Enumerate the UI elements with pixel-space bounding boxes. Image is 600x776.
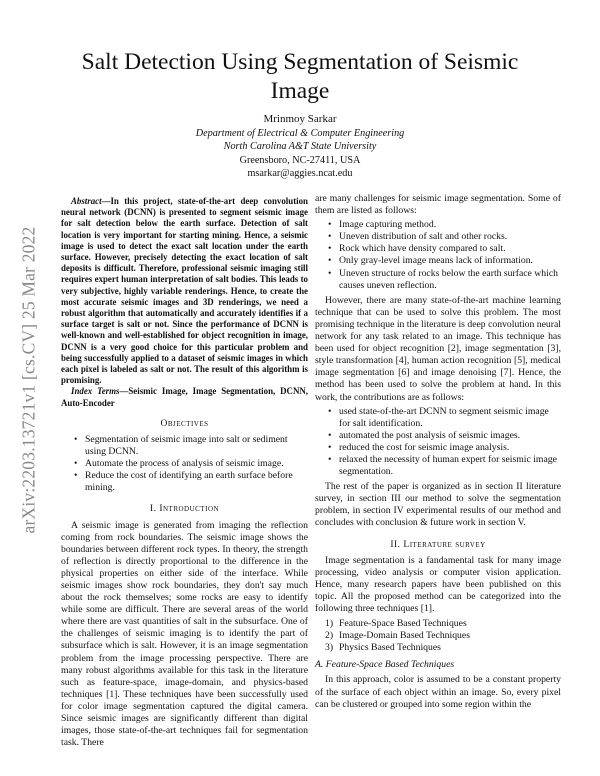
index-terms-text: —Seismic Image, Image Segmentation, DCNN, Auto-Encoder bbox=[61, 386, 308, 408]
introduction-heading: I. Introduction bbox=[149, 504, 220, 515]
list-item: • Uneven structure of rocks below the earth surface which causes uneven reflection. bbox=[339, 268, 561, 292]
abstract bbox=[61, 196, 308, 386]
list-number: 1) bbox=[325, 618, 334, 630]
abstract-label: Abstract bbox=[71, 196, 102, 206]
introduction-paragraph-4: The rest of the paper is organized as in section II literature survey, in section III our method to solve the segmentation problem, in section IV experimental results of our method and concludes with conclusion & future work in section V. bbox=[315, 481, 561, 529]
arxiv-identifier bbox=[12, 200, 46, 560]
author-block bbox=[100, 113, 500, 180]
author-email: msarkar@aggies.ncat.edu bbox=[247, 167, 353, 179]
left-column bbox=[61, 196, 308, 749]
techniques-list bbox=[315, 618, 561, 654]
literature-paragraph-1: Image segmentation is a fandamental task for many image processing, video analysis or computer vision application. Hence, many research papers have been published on this topic. All the proposed method can be categorized into the following three techniques [1]. bbox=[315, 554, 561, 614]
list-item: • used state-of-the-art DCNN to segment seismic image for salt identification. bbox=[339, 406, 561, 430]
right-column bbox=[315, 193, 561, 711]
list-item bbox=[325, 618, 561, 630]
list-item: • Automate the process of analysis of seismic image. bbox=[85, 458, 308, 470]
introduction-paragraph-2: are many challenges for seismic image segmentation. Some of them are listed as follows: bbox=[315, 193, 561, 217]
arxiv-identifier-text: arXiv:2203.13721v1 [cs.CV] 25 Mar 2022 bbox=[18, 226, 39, 534]
list-item bbox=[325, 642, 561, 654]
list-number: 2) bbox=[325, 630, 334, 642]
list-item: • Image capturing method. bbox=[339, 219, 561, 231]
list-item: • Reduce the cost of identifying an earth surface before mining. bbox=[85, 470, 308, 494]
introduction-paragraph-3: However, there are many state-of-the-art machine learning technique that can be used to solve this problem. The most promising technique in the literature is deep convolution neural network for any task related to an image. This technique has been used for object recognition [2], image segmentation [3], style transformation [4], human action recognition [5], medical image segmentation [6] and image denoising [7]. Hence, the method has been used to solve the problem at hand. In this work, the contributions are as follows: bbox=[315, 294, 561, 403]
list-item bbox=[325, 630, 561, 642]
objectives-list bbox=[61, 434, 308, 494]
list-item: • automated the post analysis of seismic images. bbox=[339, 430, 561, 442]
introduction-paragraph-1: A seismic image is generated from imaging the reflection coming from rock boundaries. The seismic image shows the boundaries between different rock types. In theory, the strength of reflection is directly proportional to the difference in the physical properties on either side of the interface. While seismic images show rock boundaries, they don't say much about the rock themselves; some rocks are easy to identify while some are difficult. There are several areas of the world where there are vast quantities of salt in the subsurface. One of the challenges of seismic imaging is to identify the part of subsurface which is salt. However, it is an image segmentation problem from the image processing perspective. There are many robust algorithms available for this task in the literature such as feature-space, image-domain, and physics-based techniques [1]. These techniques have been successfully used for color image segmentation captured the digital camera. Since seismic images are significantly different than digital images, those state-of-the-art techniques fail for segmentation task. There bbox=[61, 519, 308, 749]
list-text: Image-Domain Based Techniques bbox=[339, 630, 470, 642]
author-university: North Carolina A&T State University bbox=[223, 141, 377, 153]
list-item: • Segmentation of seismic image into salt or sediment using DCNN. bbox=[85, 434, 308, 458]
challenges-list bbox=[315, 219, 561, 292]
author-department: Department of Electrical & Computer Engineering bbox=[195, 128, 405, 140]
list-item: • Uneven distribution of salt and other rocks. bbox=[339, 231, 561, 243]
list-text: Physics Based Techniques bbox=[339, 642, 441, 654]
objectives-heading: Objectives bbox=[160, 418, 209, 429]
list-item: • Only gray-level image means lack of information. bbox=[339, 255, 561, 267]
author-location: Greensboro, NC-27411, USA bbox=[239, 154, 361, 166]
index-terms-label: Index Terms bbox=[71, 386, 120, 397]
literature-survey-heading: II. Literature survey bbox=[390, 539, 486, 550]
paper-title: Salt Detection Using Segmentation of Seismic Image bbox=[81, 49, 519, 104]
list-number: 3) bbox=[325, 642, 334, 654]
contributions-list bbox=[315, 406, 561, 479]
index-terms bbox=[61, 386, 308, 408]
list-item: • reduced the cost for seismic image analysis. bbox=[339, 442, 561, 454]
list-text: Feature-Space Based Techniques bbox=[339, 618, 467, 630]
literature-paragraph-2: In this approach, color is assumed to be a constant property of the surface of each object within an image. So, every pixel can be clustered or grouped into some region within the bbox=[315, 674, 561, 710]
list-item: • relaxed the necessity of human expert for seismic image segmentation. bbox=[339, 454, 561, 478]
list-item: • Rock which have density compared to salt. bbox=[339, 243, 561, 255]
author-name: Mrinmoy Sarkar bbox=[263, 113, 337, 125]
abstract-text: —In this project, state-of-the-art deep convolution neural network (DCNN) is presented to segment seismic image for salt detection below the earth surface. Detection of salt location is very important for starting mining. Hence, a seismic image is used to detect the exact salt location under the earth surface. However, precisely detecting the exact location of salt deposits is difficult. Therefore, professional seismic imaging still requires expert human interpretation of salt bodies. This leads to very subjective, highly variable renderings. Hence, to create the most accurate seismic images and 3D renderings, we need a robust algorithm that automatically and accurately identifies if a surface target is salt or not. Since the performance of DCNN is well-known and well-established for object recognition in image, DCNN is a very good choice for this particular problem and being successfully applied to a dataset of seismic images in which each pixel is labeled as salt or not. The result of this algorithm is promising. bbox=[61, 196, 308, 386]
subsection-a-heading: A. Feature-Space Based Techniques bbox=[315, 659, 455, 671]
